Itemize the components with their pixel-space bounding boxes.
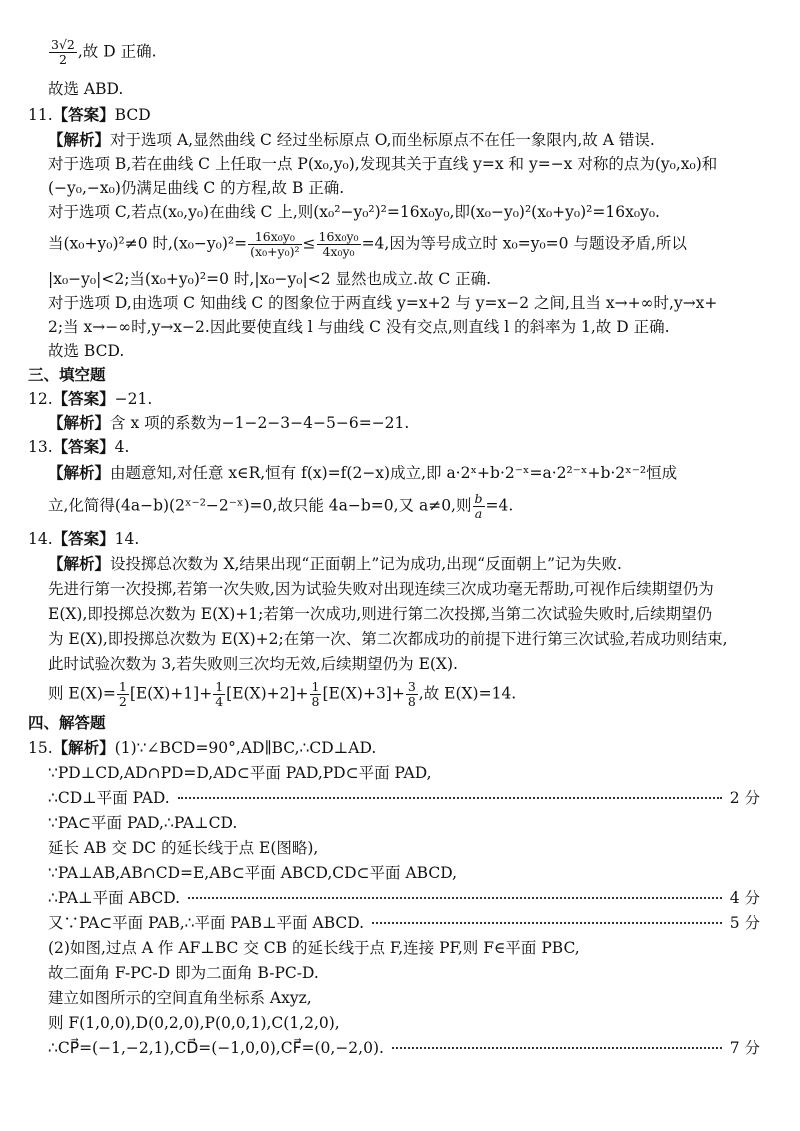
q11-c-line1: 对于选项 C,若点(x₀,y₀)在曲线 C 上,则(x₀²−y₀²)²=16x₀y₀,即(x₀−y₀)²(x₀+y₀)²=16x₀y₀. xyxy=(48,203,660,221)
fraction-3sqrt2-over-2: $\frac{3√2}{2}$ xyxy=(51,37,75,67)
q14-line2: 先进行第一次投掷,若第一次失败,因为试验失败对出现连续三次成功毫无帮助,可视作后续期望仍为 xyxy=(48,580,714,598)
q14-equation: 则 E(X)= $\frac{1}{2}$ [E(X)+1]+ $\frac{1}{4}$ [E(X)+2]+ $\frac{1}{8}$ [E(X)+3]+ $\frac{3}{8}$ ,故 E(X)=14. xyxy=(48,679,517,709)
q13-line2: 立,化简得(4a−b)(2ˣ⁻²−2⁻ˣ)=0,故只能 4a−b=0,又 a≠0,则 $\frac{b}{a}$ =4. xyxy=(48,491,514,521)
q15-line3: ∴CD⊥平面 PAD. 2 分 xyxy=(48,789,760,807)
q11-answer: 11.【答案】BCD xyxy=(28,106,151,124)
fraction-c2: $\frac{\text{16x₀y₀}}{\text{4x₀y₀}}$ xyxy=(318,229,359,259)
q15-line2: ∵PD⊥CD,AD∩PD=D,AD⊂平面 PAD,PD⊂平面 PAD, xyxy=(48,764,432,782)
q13-line1: 【解析】由题意知,对任意 x∈R,恒有 f(x)=f(2−x)成立,即 a·2ˣ+b·2⁻ˣ=a·2²⁻ˣ+b·2ˣ⁻²恒成 xyxy=(48,464,678,482)
fraction-3-8: $\frac{3}{8}$ xyxy=(407,679,416,709)
q15-line12: 则 F(1,0,0),D(0,2,0),P(0,0,1),C(1,2,0), xyxy=(48,1014,340,1032)
dotted-leader xyxy=(392,1047,722,1049)
q11-b-line1: 对于选项 B,若在曲线 C 上任取一点 P(x₀,y₀),发现其关于直线 y=x 和 y=−x 对称的点为(y₀,x₀)和 xyxy=(48,155,718,173)
fraction-1-4: $\frac{1}{4}$ xyxy=(215,679,224,709)
q11-analysis-a: 【解析】对于选项 A,显然曲线 C 经过坐标原点 O,而坐标原点不在任一象限内,故 A 错误. xyxy=(48,131,655,149)
q15-line7: ∴PA⊥平面 ABCD. 4 分 xyxy=(48,889,760,907)
fraction-b-over-a: $\frac{b}{a}$ xyxy=(474,491,483,521)
fraction-c1: $\frac{\text{16x₀y₀}}{\text{(x₀+y₀)²}}$ xyxy=(250,229,300,259)
line-choose-abd: 故选 ABD. xyxy=(48,80,124,98)
score-label: 4 分 xyxy=(729,889,760,907)
q11-d-line1: 对于选项 D,由选项 C 知曲线 C 的图象位于两直线 y=x+2 与 y=x−2 之间,且当 x→+∞时,y→x+ xyxy=(48,294,718,312)
q15-line1: 15.【解析】(1)∵∠BCD=90°,AD∥BC,∴CD⊥AD. xyxy=(28,739,377,757)
fraction-1-2: $\frac{1}{2}$ xyxy=(118,679,127,709)
q14-line1: 【解析】设投掷总次数为 X,结果出现“正面朝上”记为成功,出现“反面朝上”记为失败. xyxy=(48,555,622,573)
dotted-leader xyxy=(372,922,722,924)
q12-analysis: 【解析】含 x 项的系数为−1−2−3−4−5−6=−21. xyxy=(48,414,410,432)
q14-line3: E(X),即投掷总次数为 E(X)+1;若第一次成功,则进行第二次投掷,当第二次试验失败时,后续期望仍 xyxy=(48,605,713,623)
fraction-1-8: $\frac{1}{8}$ xyxy=(311,679,320,709)
q15-line11: 建立如图所示的空间直角坐标系 Axyz, xyxy=(48,989,312,1007)
section-solution-heading: 四、解答题 xyxy=(28,714,106,732)
q11-c-line3: |x₀−y₀|<2;当(x₀+y₀)²=0 时,|x₀−y₀|<2 显然也成立.故 C 正确. xyxy=(48,270,492,288)
q11-c-line2: 当(x₀+y₀)²≠0 时,(x₀−y₀)²= $\frac{\text{16x₀y₀}}{\text{(x₀+y₀)²}}$ ≤ $\frac{\text{16x₀y₀}}{\text{4x₀y₀}}$ =4,因为等号成立时 x₀=y₀=0 与题设矛盾,所以 xyxy=(48,229,687,259)
q15-line5: 延长 AB 交 DC 的延长线于点 E(图略), xyxy=(48,839,319,857)
line-prev-conclusion: $\frac{3√2}{2}$ ,故 D 正确. xyxy=(51,37,157,67)
q15-line6: ∵PA⊥AB,AB∩CD=E,AB⊂平面 ABCD,CD⊂平面 ABCD, xyxy=(48,864,458,882)
q11-end: 故选 BCD. xyxy=(48,342,125,360)
q15-line4: ∵PA⊂平面 PAD,∴PA⊥CD. xyxy=(48,814,238,832)
q14-answer: 14.【答案】14. xyxy=(28,530,140,548)
q15-line9: (2)如图,过点 A 作 AF⊥BC 交 CB 的延长线于点 F,连接 PF,则 F∈平面 PBC, xyxy=(48,939,580,957)
dotted-leader xyxy=(188,897,722,899)
q15-line10: 故二面角 F-PC-D 即为二面角 B-PC-D. xyxy=(48,964,319,982)
dotted-leader xyxy=(178,797,722,799)
score-label: 5 分 xyxy=(729,914,760,932)
q14-line5: 此时试验次数为 3,若失败则三次均无效,后续期望仍为 E(X). xyxy=(48,655,458,673)
q13-answer: 13.【答案】4. xyxy=(28,438,130,456)
q15-line8: 又∵PA⊂平面 PAB,∴平面 PAB⊥平面 ABCD. 5 分 xyxy=(48,914,760,932)
q11-b-line2: (−y₀,−x₀)仍满足曲线 C 的方程,故 B 正确. xyxy=(48,179,345,197)
q15-line13: ∴CP⃗=(−1,−2,1),CD⃗=(−1,0,0),CF⃗=(0,−2,0). 7 分 xyxy=(48,1039,760,1057)
score-label: 7 分 xyxy=(729,1039,760,1057)
q14-line4: 为 E(X),即投掷总次数为 E(X)+2;在第一次、第二次都成功的前提下进行第三次试验,若成功则结束, xyxy=(48,630,728,648)
section-fill-in-heading: 三、填空题 xyxy=(28,366,106,384)
q11-d-line2: 2;当 x→−∞时,y→x−2.因此要使直线 l 与曲线 C 没有交点,则直线 l 的斜率为 1,故 D 正确. xyxy=(48,318,670,336)
score-label: 2 分 xyxy=(729,789,760,807)
q12-answer: 12.【答案】−21. xyxy=(28,390,153,408)
